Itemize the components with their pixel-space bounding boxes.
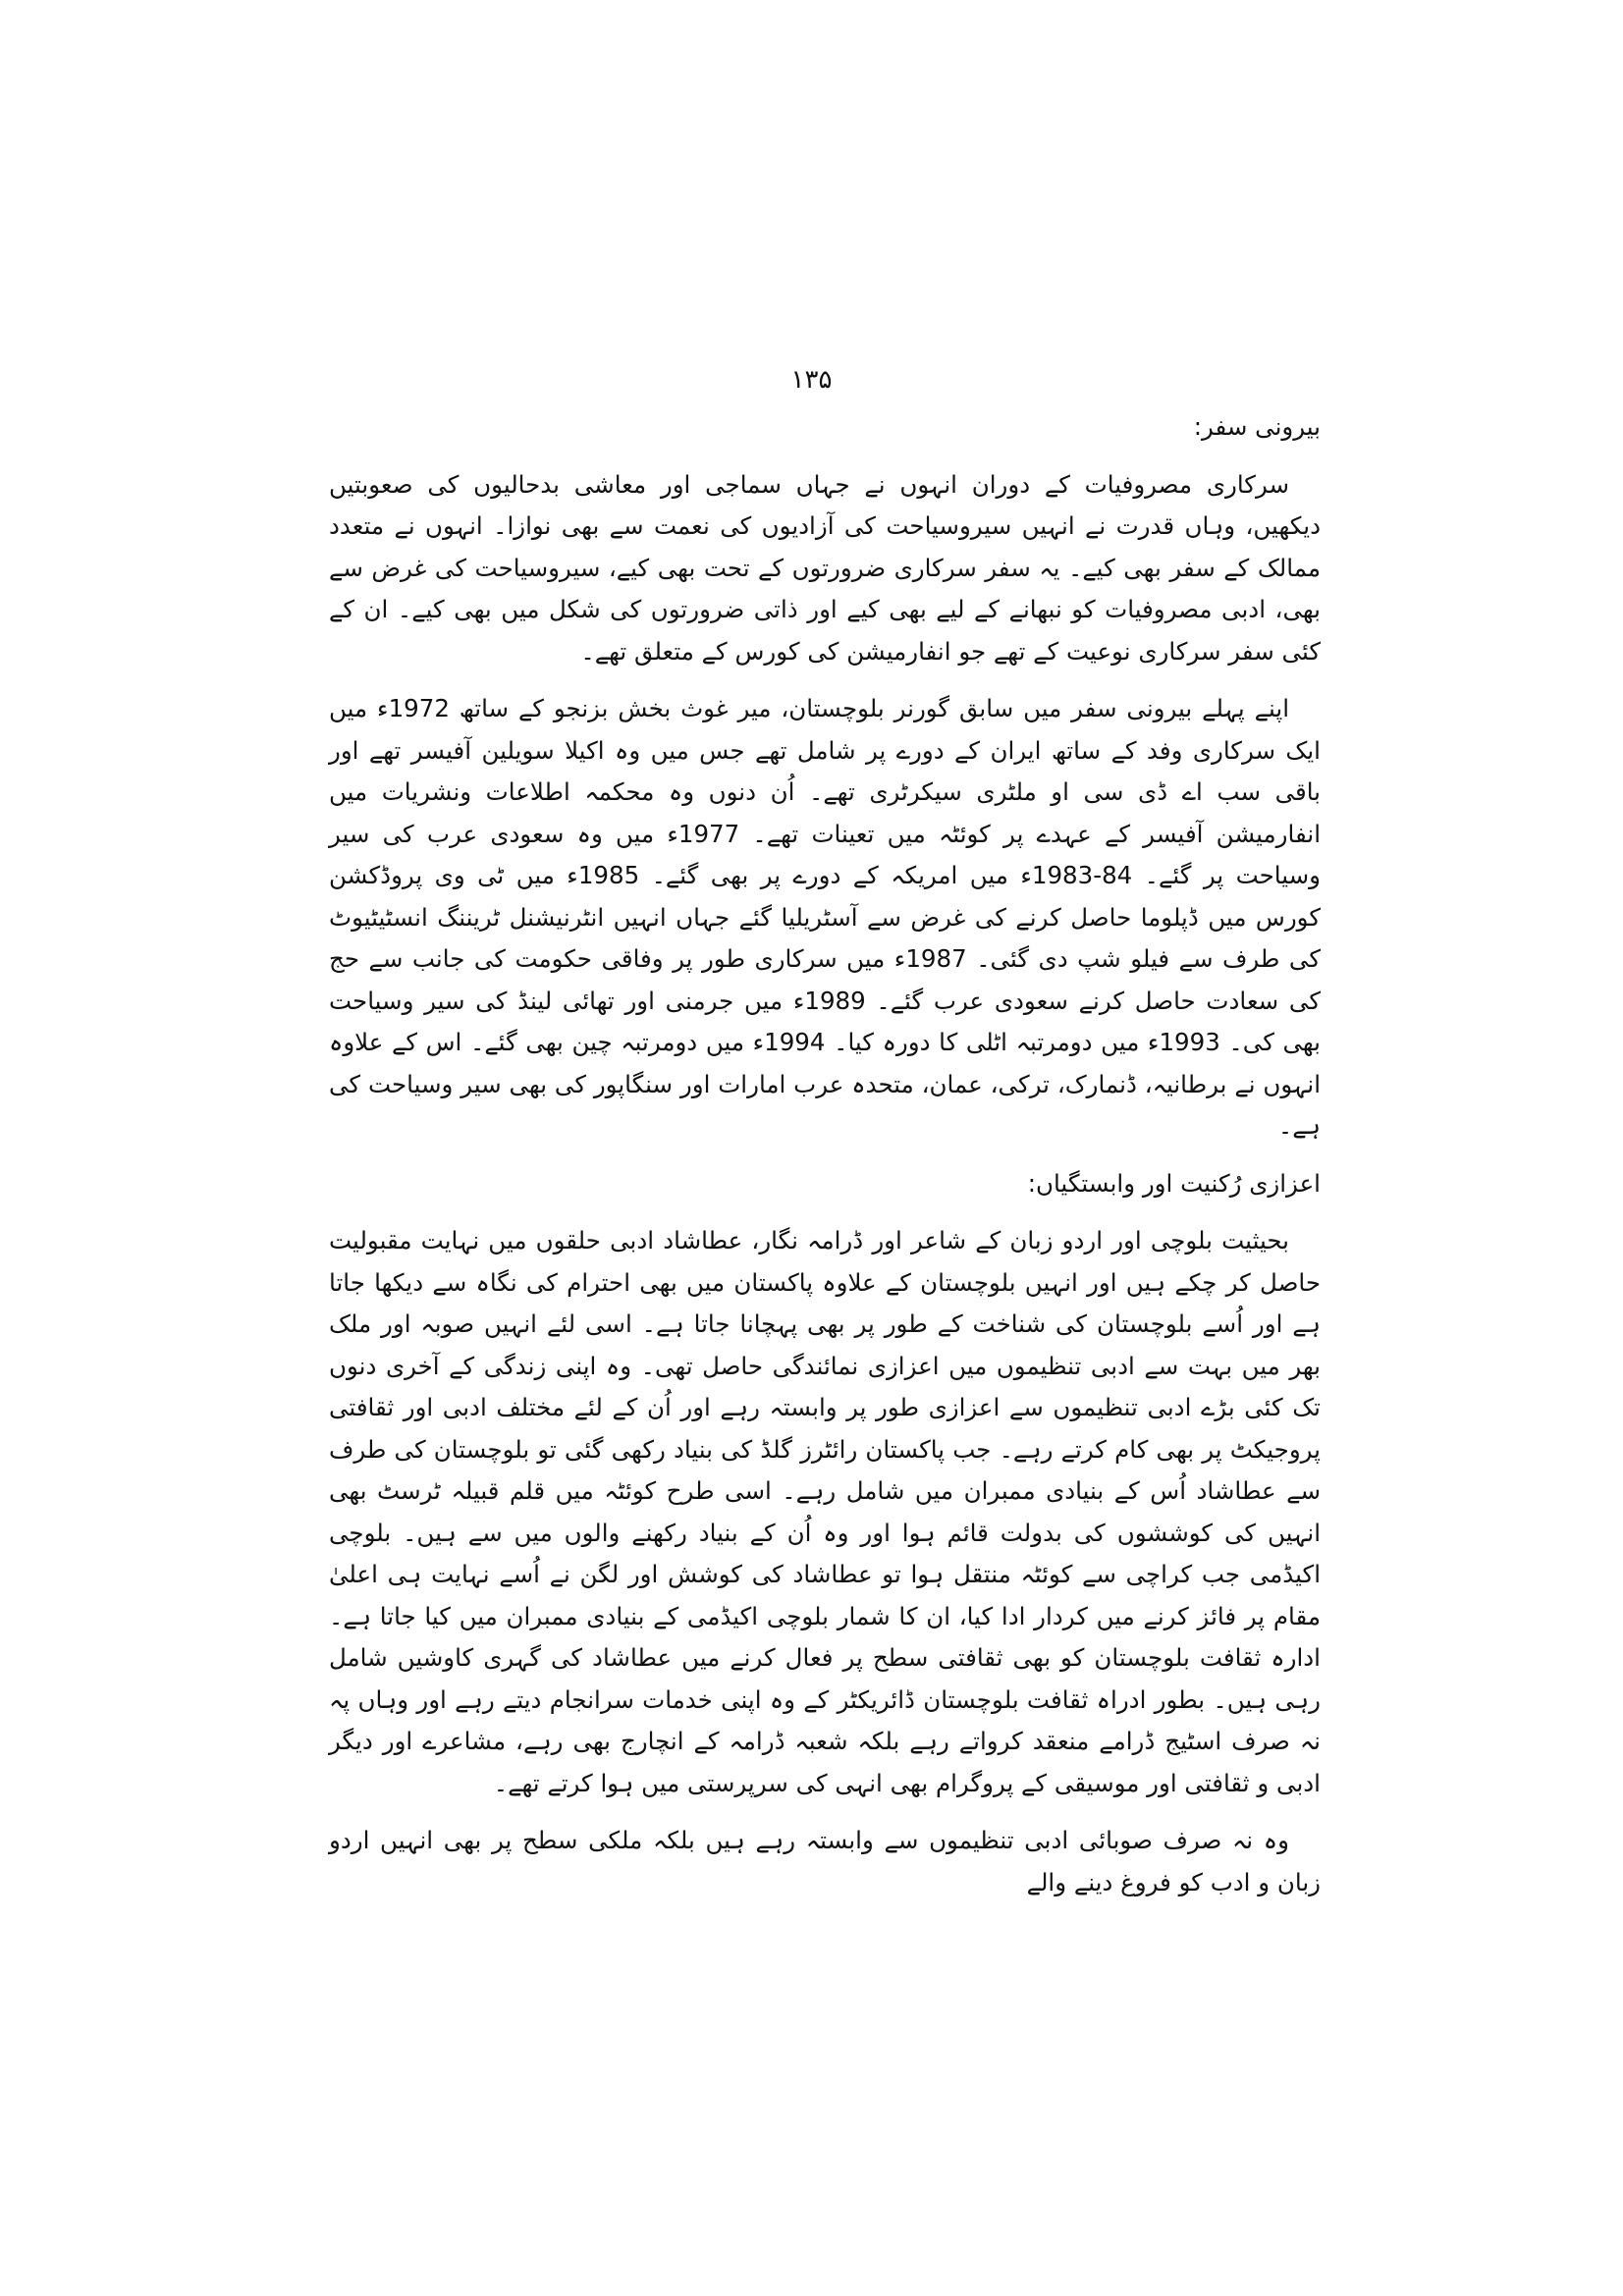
section-heading-honorary-membership: اعزازی رُکنیت اور وابستگیاں: (1027, 1168, 1321, 1198)
paragraph-travel-history: اپنے پہلے بیرونی سفر میں سابق گورنر بلوچستان، میر غوث بخش بزنجو کے ساتھ 1972ء میں ایک سرکاری وفد کے ساتھ ایران کے دورے پر شامل تھے جس میں وہ اکیلا سویلین آفیسر تھے اور باقی سب اے ڈی سی او ملٹری سیکرٹری تھے۔ اُن دنوں وہ محکمہ اطلاعات ونشریات میں انفارمیشن آفیسر کے عہدے پر کوئٹہ میں تعینات تھے۔ 1977ء میں وہ سعودی عرب کی سیر وسیاحت پر گئے۔ 84-1983ء میں امریکہ کے دورے پر بھی گئے۔ 1985ء میں ٹی وی پروڈکشن کورس میں ڈپلوما حاصل کرنے کی غرض سے آسٹریلیا گئے جہاں انہیں انٹرنیشنل ٹریننگ انسٹیٹیوٹ کی طرف سے فیلو شپ دی گئی۔ 1987ء میں سرکاری طور پر وفاقی حکومت کی جانب سے حج کی سعادت حاصل کرنے سعودی عرب گئے۔ 1989ء میں جرمنی اور تھائی لینڈ کی سیر وسیاحت بھی کی۔ 1993ء میں دومرتبہ اٹلی کا دورہ کیا۔ 1994ء میں دومرتبہ چین بھی گئے۔ اس کے علاوہ انہوں نے برطانیہ، ڈنمارک، ترکی، عمان، متحدہ عرب امارات اور سنگاپور کی بھی سیر وسیاحت کی ہے۔ (329, 694, 1322, 1140)
page-number: ۱۳۵ (790, 365, 833, 395)
section-heading-foreign-travel: بیرونی سفر: (1193, 412, 1321, 441)
page-body (329, 406, 1321, 1903)
paragraph-official-travels: سرکاری مصروفیات کے دوران انہوں نے جہاں سماجی اور معاشی بدحالیوں کی صعوبتیں دیکھیں، وہاں قدرت نے انہیں سیروسیاحت کی آزادیوں کی نعمت سے بھی نوازا۔ انہوں نے متعدد ممالک کے سفر بھی کیے۔ یہ سفر سرکاری ضرورتوں کے تحت بھی کیے، سیروسیاحت کی غرض سے بھی، ادبی مصروفیات کو نبھانے کے لیے بھی کیے اور ذاتی ضرورتوں کی شکل میں بھی کیے۔ ان کے کئی سفر سرکاری نوعیت کے تھے جو انفارمیشن کی کورس کے متعلق تھے۔ (329, 469, 1321, 666)
paragraph-national-affiliations: وہ نہ صرف صوبائی ادبی تنظیموں سے وابستہ رہے ہیں بلکہ ملکی سطح پر بھی انہیں اردو زبان و ادب کو فروغ دینے والے (329, 1826, 1321, 1896)
paragraph-literary-affiliations: بحیثیت بلوچی اور اردو زبان کے شاعر اور ڈرامہ نگار، عطاشاد ادبی حلقوں میں نہایت مقبولیت حاصل کر چکے ہیں اور انہیں بلوچستان کے علاوہ پاکستان میں بھی احترام کی نگاہ سے دیکھا جاتا ہے اور اُسے بلوچستان کی شناخت کے طور پر بھی پہچانا جاتا ہے۔ اسی لئے انہیں صوبہ اور ملک بھر میں بہت سے ادبی تنظیموں میں اعزازی نمائندگی حاصل تھی۔ وہ اپنی زندگی کے آخری دنوں تک کئی بڑے ادبی تنظیموں سے اعزازی طور پر وابستہ رہے اور اُن کے لئے مختلف ادبی اور ثقافتی پروجیکٹ پر بھی کام کرتے رہے۔ جب پاکستان رائٹرز گلڈ کی بنیاد رکھی گئی تو بلوچستان کی طرف سے عطاشاد اُس کے بنیادی ممبران میں شامل رہے۔ اسی طرح کوئٹہ میں قلم قبیلہ ٹرسٹ بھی انہیں کی کوششوں کی بدولت قائم ہوا اور وہ اُن کے بنیاد رکھنے والوں میں سے ہیں۔ بلوچی اکیڈمی جب کراچی سے کوئٹہ منتقل ہوا تو عطاشاد کی کوشش اور لگن نے اُسے نہایت ہی اعلیٰ مقام پر فائز کرنے میں کردار ادا کیا، ان کا شمار بلوچی اکیڈمی کے بنیادی ممبران میں کیا جاتا ہے۔ ادارہ ثقافت بلوچستان کو بھی ثقافتی سطح پر فعال کرنے میں عطاشاد کی گہری کاوشیں شامل رہی ہیں۔ بطور ادراہ ثقافت بلوچستان ڈائریکٹر کے وہ اپنی خدمات سرانجام دیتے رہے اور وہاں پہ نہ صرف اسٹیج ڈرامے منعقد کرواتے رہے بلکہ شعبہ ڈرامہ کے انچارج بھی رہے، مشاعرے اور دیگر ادبی و ثقافتی اور موسیقی کے پروگرام بھی انہی کی سرپرستی میں ہوا کرتے تھے۔ (329, 1226, 1321, 1797)
